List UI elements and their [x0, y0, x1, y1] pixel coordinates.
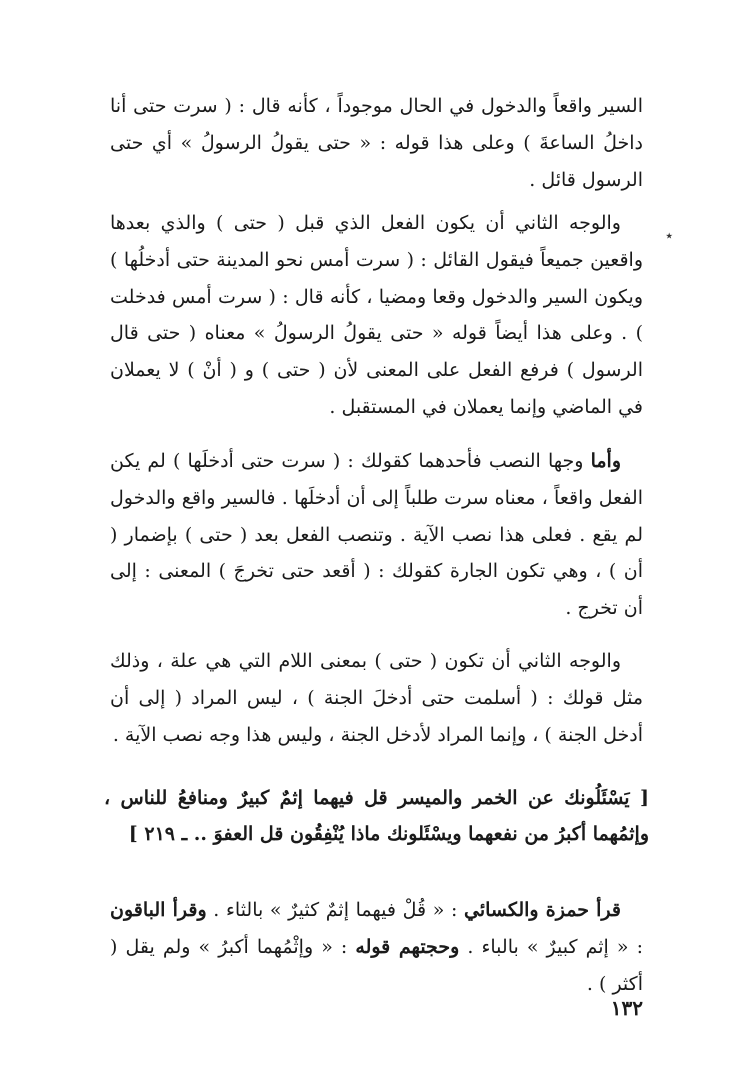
paragraph-3-lead: وأما	[590, 450, 621, 472]
paragraph-4: والوجه الثاني أن تكون ( حتى ) بمعنى اللام التي هي علة ، وذلك مثل قولك : ( أسلمت حتى أدخلَ الجنة ) ، ليس المراد ( إلى أن أدخل الجنة ) ، وإنما المراد لأدخل الجنة ، وليس هذا وجه نصب الآية .	[110, 650, 643, 746]
quran-verse: [ يَسْئَلُونك عن الخمر والميسر قل فيهما إثمٌ كبيرٌ ومنافعُ للناس ، وإثمُهما أكبرُ من نفعهما ويسْئَلونك ماذا يُنْفِقُون قل العفوَ .. ـ ٢١٩ ]	[104, 787, 649, 845]
paragraph-3-body: وجها النصب فأحدهما كقولك : ( سرت حتى أدخلَها ) لم يكن الفعل واقعاً ، معناه سرت طلباً إلى أن أدخلَها . فالسير واقع والدخول لم يقع . فعلى هذا نصب الآية . وتنصب الفعل بعد ( حتى ) بإضمار ( أن ) ، وهي تكون الجارة كقولك : ( أقعد حتى تخرجَ ) المعنى : إلى أن تخرج .	[110, 450, 643, 620]
paragraph-3	[110, 443, 643, 627]
reading-label-1: قرأ حمزة والكسائي	[463, 899, 622, 921]
page-number: ١٣٢	[610, 996, 643, 1020]
reading-text-3: : « وإثْمُهما أكبرُ » ولم يقل ( أكثر ) .	[110, 935, 643, 995]
paragraph-1: السير واقعاً والدخول في الحال موجوداً ، كأنه قال : ( سرت حتى أنا داخلُ الساعةَ ) وعلى هذا قوله : « حتى يقولُ الرسولُ » أي حتى الرسول قائل .	[110, 95, 643, 191]
reading-text-1: : « قُلْ فيهما إثمٌ كثيرٌ » بالثاء .	[206, 899, 464, 921]
paragraph-2: والوجه الثاني أن يكون الفعل الذي قبل ( حتى ) والذي بعدها واقعين جميعاً فيقول القائل : ( سرت أمس نحو المدينة حتى أدخلُها ) ويكون السير والدخول وقعا ومضيا ، كأنه قال : ( سرت أمس فدخلت ) . وعلى هذا أيضاً قوله « حتى يقولُ الرسولُ » معناه ( حتى قال الرسول ) فرفع الفعل على المعنى لأن ( حتى ) و ( أنْ ) لا يعملان في الماضي وإنما يعملان في المستقبل .	[110, 212, 643, 418]
paragraph-5	[110, 892, 643, 1002]
reading-label-3: وحجتهم قوله	[355, 935, 460, 958]
reading-text-2: : « إثم كبيرٌ » بالباء .	[459, 935, 644, 958]
margin-mark: ٭	[665, 228, 673, 244]
reading-label-2: وقرأ الباقون	[110, 899, 207, 921]
